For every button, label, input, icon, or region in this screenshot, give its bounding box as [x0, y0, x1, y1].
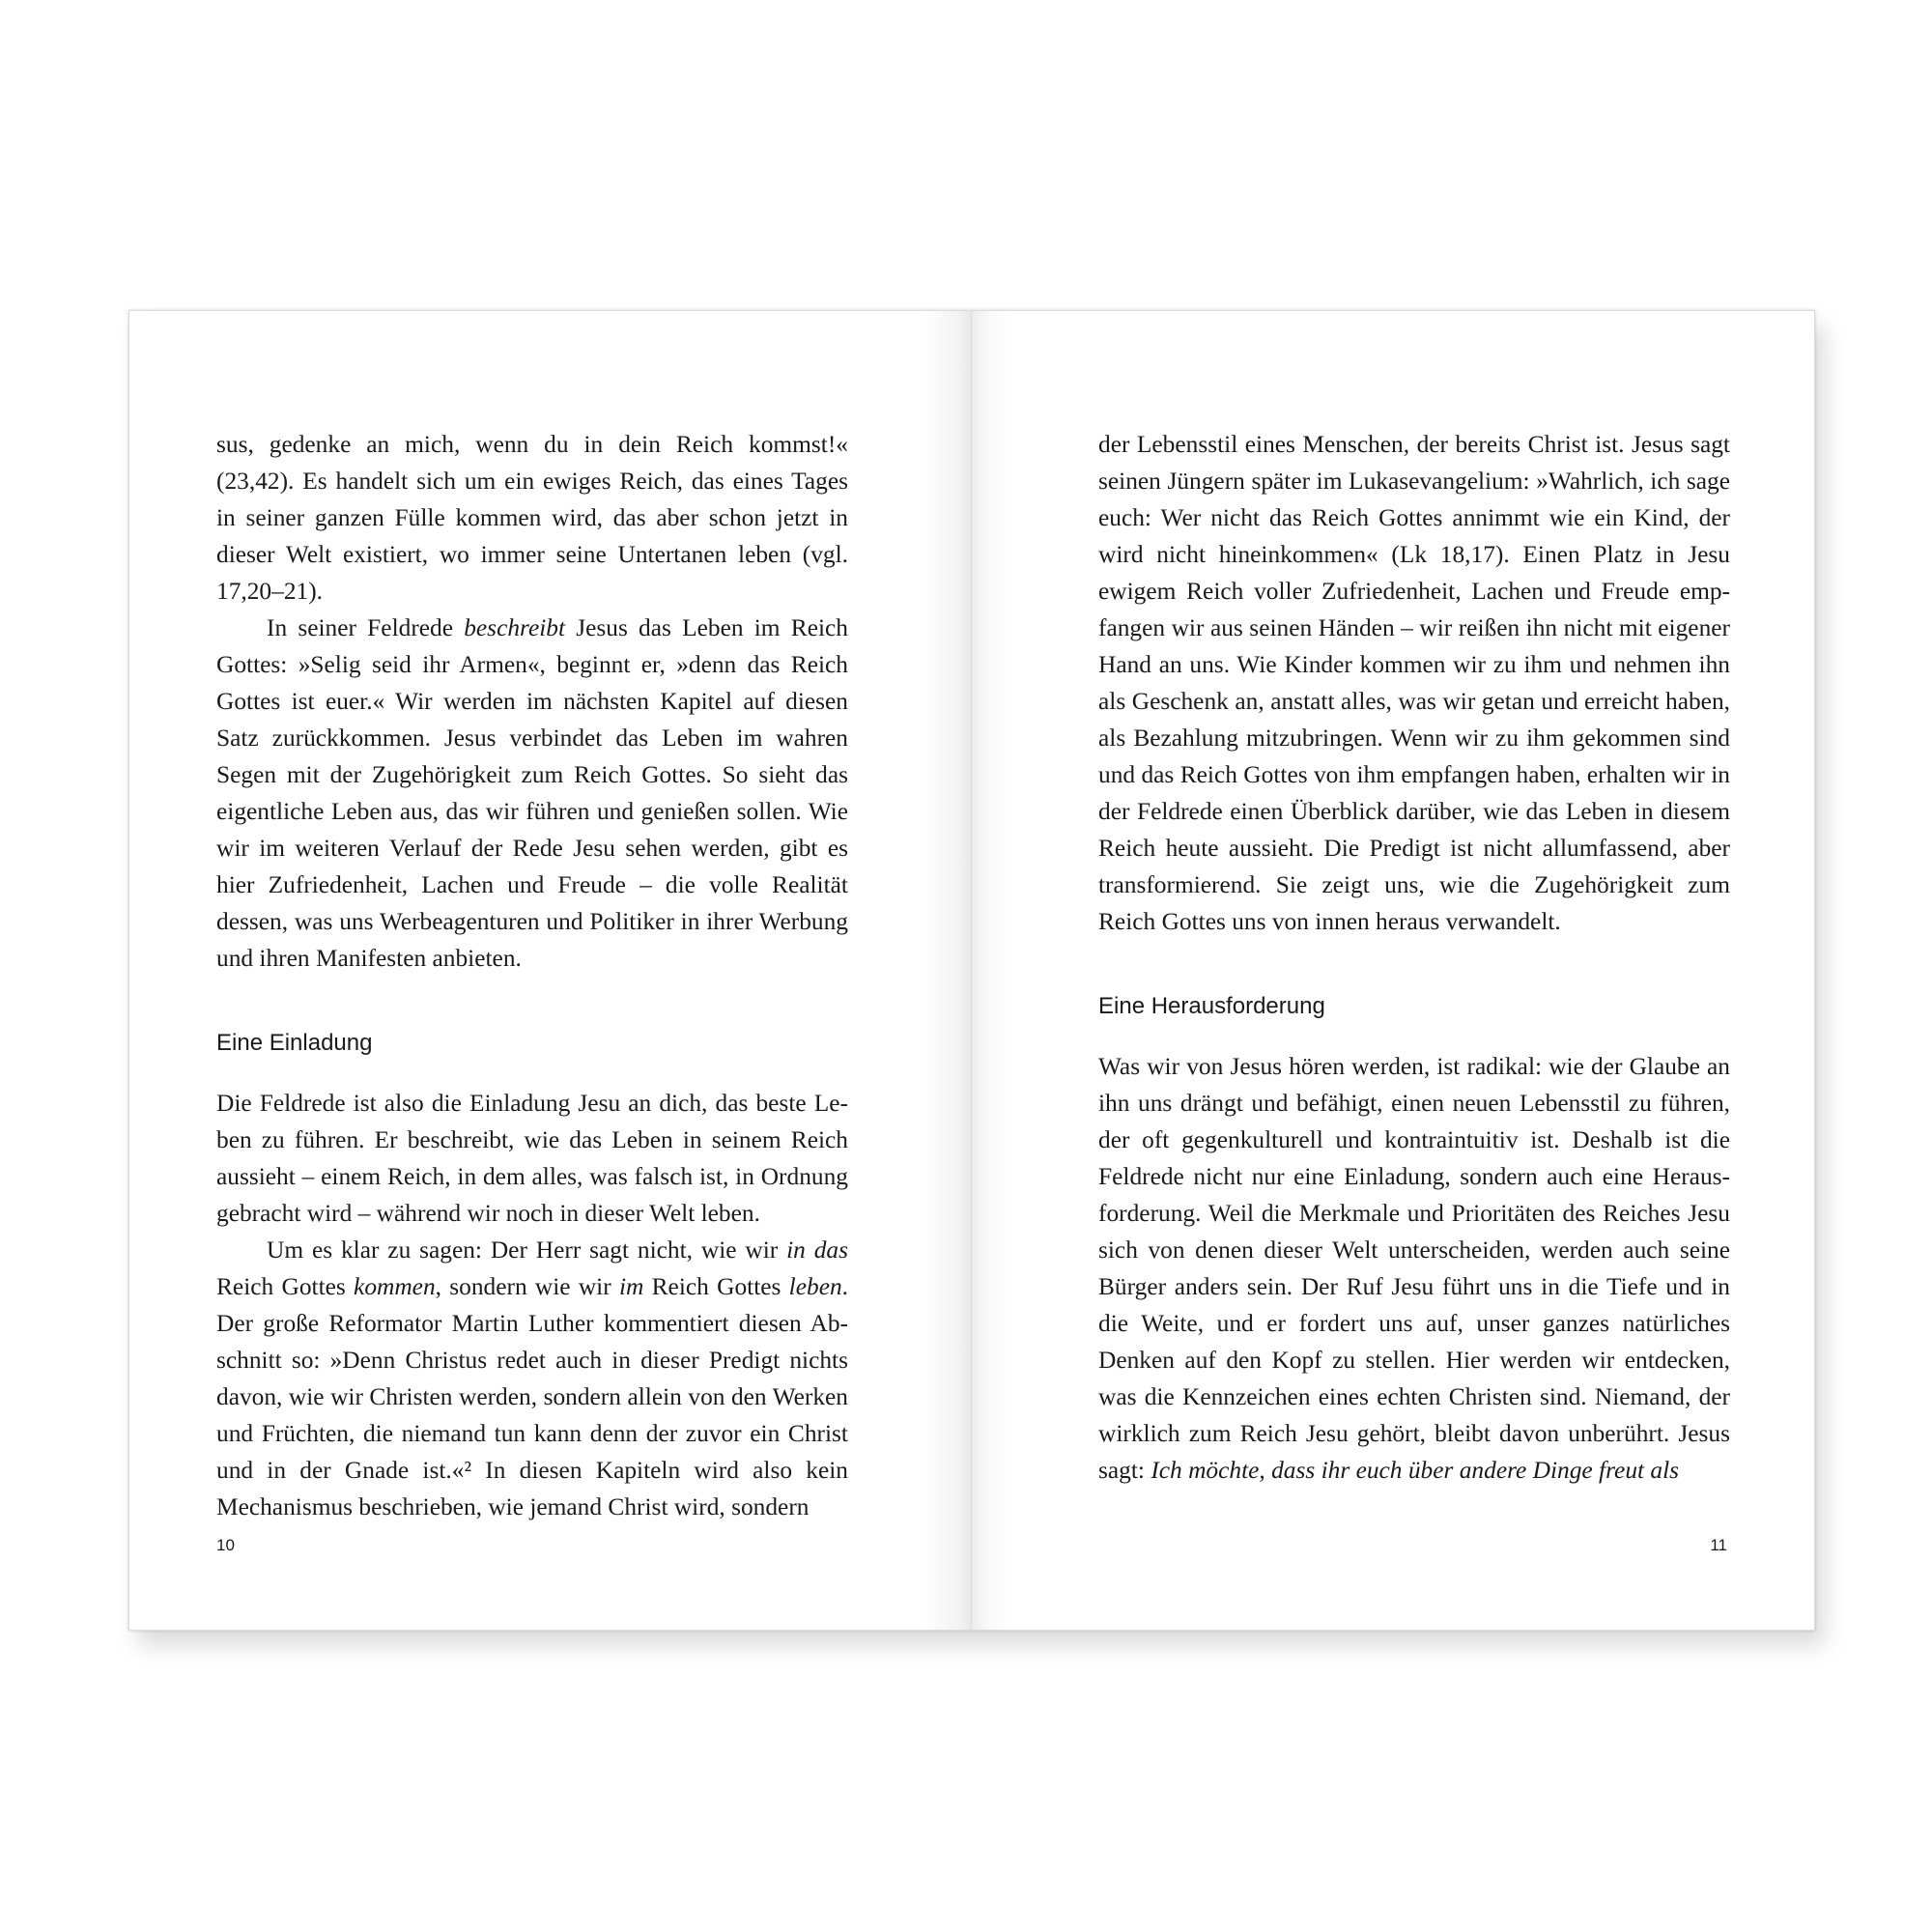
left-paragraph-1: sus, gedenke an mich, wenn du in dein Reich kommst!« (23,42). Es handelt sich um ein ewiges Reich, das eines Tages in seiner ganzen Fülle kommen wird, das aber schon jetzt in dieser Welt existiert, wo immer seine Untertanen leben (vgl. 17,20–21).: [216, 431, 848, 605]
text-run: Um es klar zu sagen: Der Herr sagt nicht, wie wir: [267, 1236, 787, 1264]
text-run: . Der große Reformator Martin Luther kommentiert diesen Abschnitt so: »Denn Christus redet auch in dieser Predigt nichts davon, wie wir Christen werden, sondern allein von den Werken und Früchten, die niemand tun kann denn der zuvor ein Christ und in der Gnade ist.«² In diesen Kapiteln wird also kein Mechanismus beschrieben, wie jemand Christ wird, sondern: [216, 1273, 849, 1520]
text-run: Was wir von Jesus hören werden, ist radikal: wie der Glaube an ihn uns drängt und befähigt, einen neuen Lebensstil zu führen, der oft gegenkulturell und kontraintuitiv ist. Deshalb ist die Feldrede nicht nur eine Einladung, sondern auch eine Herausforderung. Weil die Merkmale und Prioritäten des Reiches Jesu sich von denen dieser Welt unterscheiden, werden auch seine Bürger anders sein. Der Ruf Jesu führt uns in die Tiefe und in die Weite, und er fordert uns auf, unser ganzes natürliches Denken auf den Kopf zu stellen. Hier werden wir entdecken, was die Kennzeichen eines echten Christen sind. Niemand, der wirklich zum Reich Jesu gehört, bleibt davon unberührt. Jesus sagt:: [1098, 1053, 1730, 1484]
emphasis-text: beschreibt: [464, 614, 566, 641]
left-paragraph-2: [216, 610, 848, 977]
right-page-text: [1098, 426, 1730, 1489]
page-number-left: 10: [216, 1536, 235, 1554]
right-paragraph-1: der Lebensstil eines Menschen, der bereits Christ ist. Jesus sagt seinen Jüngern später im Lukasevangelium: »Wahrlich, ich sage euch: Wer nicht das Reich Gottes annimmt wie ein Kind, der wird nicht hineinkommen« (Lk 18,17). Einen Platz in Jesu ewigem Reich voller Zufriedenheit, Lachen und Freude empfangen wir aus seinen Händen – wir reißen ihn nicht mit eigener Hand an uns. Wie Kinder kommen wir zu ihm und nehmen ihn als Geschenk an, anstatt alles, was wir getan und erreicht haben, als Bezahlung mitzubringen. Wenn wir zu ihm gekommen sind und das Reich Gottes von ihm empfangen haben, erhalten wir in der Feldrede einen Überblick darüber, wie das Leben in diesem Reich heute aussieht. Die Predigt ist nicht allumfassend, aber transformierend. Sie zeigt uns, wie die Zugehörigkeit zum Reich Gottes uns von innen heraus verwandelt.: [1098, 431, 1730, 935]
right-paragraph-2: [1098, 1048, 1730, 1489]
page-number-right: 11: [1710, 1536, 1727, 1554]
emphasis-text: leben: [788, 1273, 842, 1300]
text-run: , sondern wie wir: [435, 1273, 619, 1300]
section-heading-herausforderung: Eine Herausforderung: [1098, 993, 1325, 1019]
emphasis-text: kommen: [354, 1273, 436, 1300]
left-paragraph-3: Die Feldrede ist also die Einladung Jesu an dich, das beste Leben zu führen. Er beschreibt, wie das Leben in seinem Reich aussieht – einem Reich, in dem alles, was falsch ist, in Ordnung gebracht wird – während wir noch in dieser Welt leben.: [216, 1090, 848, 1227]
emphasis-text: Ich möchte, dass ihr euch über andere Dinge freut als: [1151, 1457, 1680, 1484]
left-paragraph-4: [216, 1232, 848, 1525]
left-page: [128, 310, 971, 1631]
text-run: Reich Gottes: [216, 1273, 355, 1300]
text-run: In seiner Feldrede: [267, 614, 465, 641]
emphasis-text: im: [618, 1273, 644, 1300]
emphasis-text: in das: [786, 1236, 848, 1264]
text-run: Jesus das Leben im Reich Gottes: »Selig seid ihr Armen«, beginnt er, »denn das Reich Gottes ist euer.« Wir werden im nächsten Kapitel auf diesen Satz zurückkommen. Jesus verbindet das Leben im wahren Segen mit der Zugehörigkeit zum Reich Gottes. So sieht das eigentliche Leben aus, das wir führen und genießen sollen. Wie wir im weiteren Verlauf der Rede Jesu sehen werden, gibt es hier Zufriedenheit, Lachen und Freude – die volle Realität dessen, was uns Werbeagenturen und Politiker in ihrer Werbung und ihren Manifesten anbieten.: [216, 614, 848, 972]
text-run: Reich Gottes: [643, 1273, 789, 1300]
right-page: [971, 310, 1815, 1631]
section-heading-einladung: Eine Einladung: [216, 1030, 373, 1056]
left-page-text: [216, 426, 848, 1525]
book-spread: [128, 310, 1815, 1631]
